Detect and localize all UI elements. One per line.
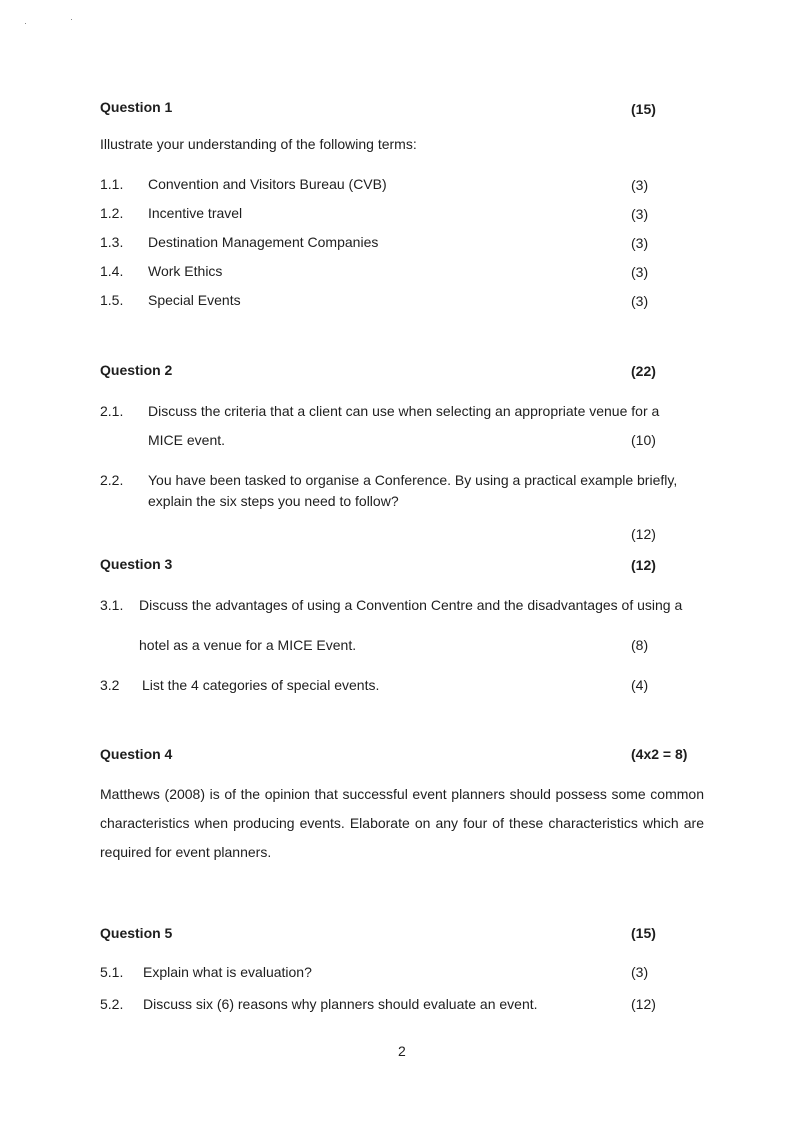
question-title: Question 2	[100, 362, 173, 378]
page-number: 2	[398, 1043, 406, 1059]
question-marks: (4x2 = 8)	[631, 746, 688, 762]
sub-question-number: 3.2	[100, 677, 120, 693]
sub-question-number: 5.2.	[100, 996, 124, 1012]
sub-question-text-cont: explain the six steps you need to follow?	[148, 493, 399, 509]
sub-question-number: 1.2.	[100, 205, 124, 221]
sub-question-number: 1.5.	[100, 292, 124, 308]
sub-question-text-cont: hotel as a venue for a MICE Event.	[139, 637, 357, 653]
question-body: Matthews (2008) is of the opinion that successful event planners should possess some common characteristics when producing events. Elaborate on any four of these characteristics which are required for event planners.	[100, 786, 704, 860]
question-marks: (15)	[631, 101, 656, 117]
question-marks: (15)	[631, 925, 656, 941]
question-title: Question 1	[100, 99, 173, 115]
sub-question-text: Destination Management Companies	[148, 234, 379, 250]
sub-question-text: You have been tasked to organise a Conference. By using a practical example briefly,	[148, 472, 678, 488]
sub-question-text: Incentive travel	[148, 205, 243, 221]
sub-question-number: 1.4.	[100, 263, 124, 279]
sub-question-text: List the 4 categories of special events.	[142, 677, 380, 693]
sub-question-text: Work Ethics	[148, 263, 223, 279]
sub-question-marks: (12)	[631, 996, 656, 1012]
sub-question-marks: (4)	[631, 677, 649, 693]
sub-question-text: Explain what is evaluation?	[143, 964, 312, 980]
sub-question-marks: (3)	[631, 177, 649, 193]
sub-question-text: Discuss the advantages of using a Convention Centre and the disadvantages of using a	[139, 597, 683, 613]
question-title: Question 4	[100, 746, 173, 762]
sub-question-marks: (3)	[631, 964, 649, 980]
sub-question-marks: (10)	[631, 432, 656, 448]
sub-question-text: Convention and Visitors Bureau (CVB)	[148, 176, 387, 192]
sub-question-marks: (12)	[631, 526, 656, 542]
sub-question-text-cont: MICE event.	[148, 432, 226, 448]
scan-speck	[71, 19, 72, 20]
sub-question-text: Discuss six (6) reasons why planners should evaluate an event.	[143, 996, 538, 1012]
sub-question-number: 2.2.	[100, 472, 124, 488]
sub-question-text: Discuss the criteria that a client can use when selecting an appropriate venue for a	[148, 403, 660, 419]
scan-speck	[25, 23, 26, 24]
sub-question-marks: (3)	[631, 293, 649, 309]
sub-question-marks: (8)	[631, 637, 649, 653]
question-marks: (22)	[631, 363, 656, 379]
sub-question-marks: (3)	[631, 206, 649, 222]
question-marks: (12)	[631, 557, 656, 573]
sub-question-number: 1.1.	[100, 176, 124, 192]
question-intro: Illustrate your understanding of the following terms:	[100, 136, 417, 152]
question-title: Question 5	[100, 925, 173, 941]
question-title: Question 3	[100, 556, 173, 572]
sub-question-text: Special Events	[148, 292, 241, 308]
sub-question-number: 1.3.	[100, 234, 124, 250]
sub-question-number: 3.1.	[100, 597, 124, 613]
sub-question-marks: (3)	[631, 264, 649, 280]
sub-question-number: 5.1.	[100, 964, 124, 980]
sub-question-number: 2.1.	[100, 403, 124, 419]
sub-question-marks: (3)	[631, 235, 649, 251]
